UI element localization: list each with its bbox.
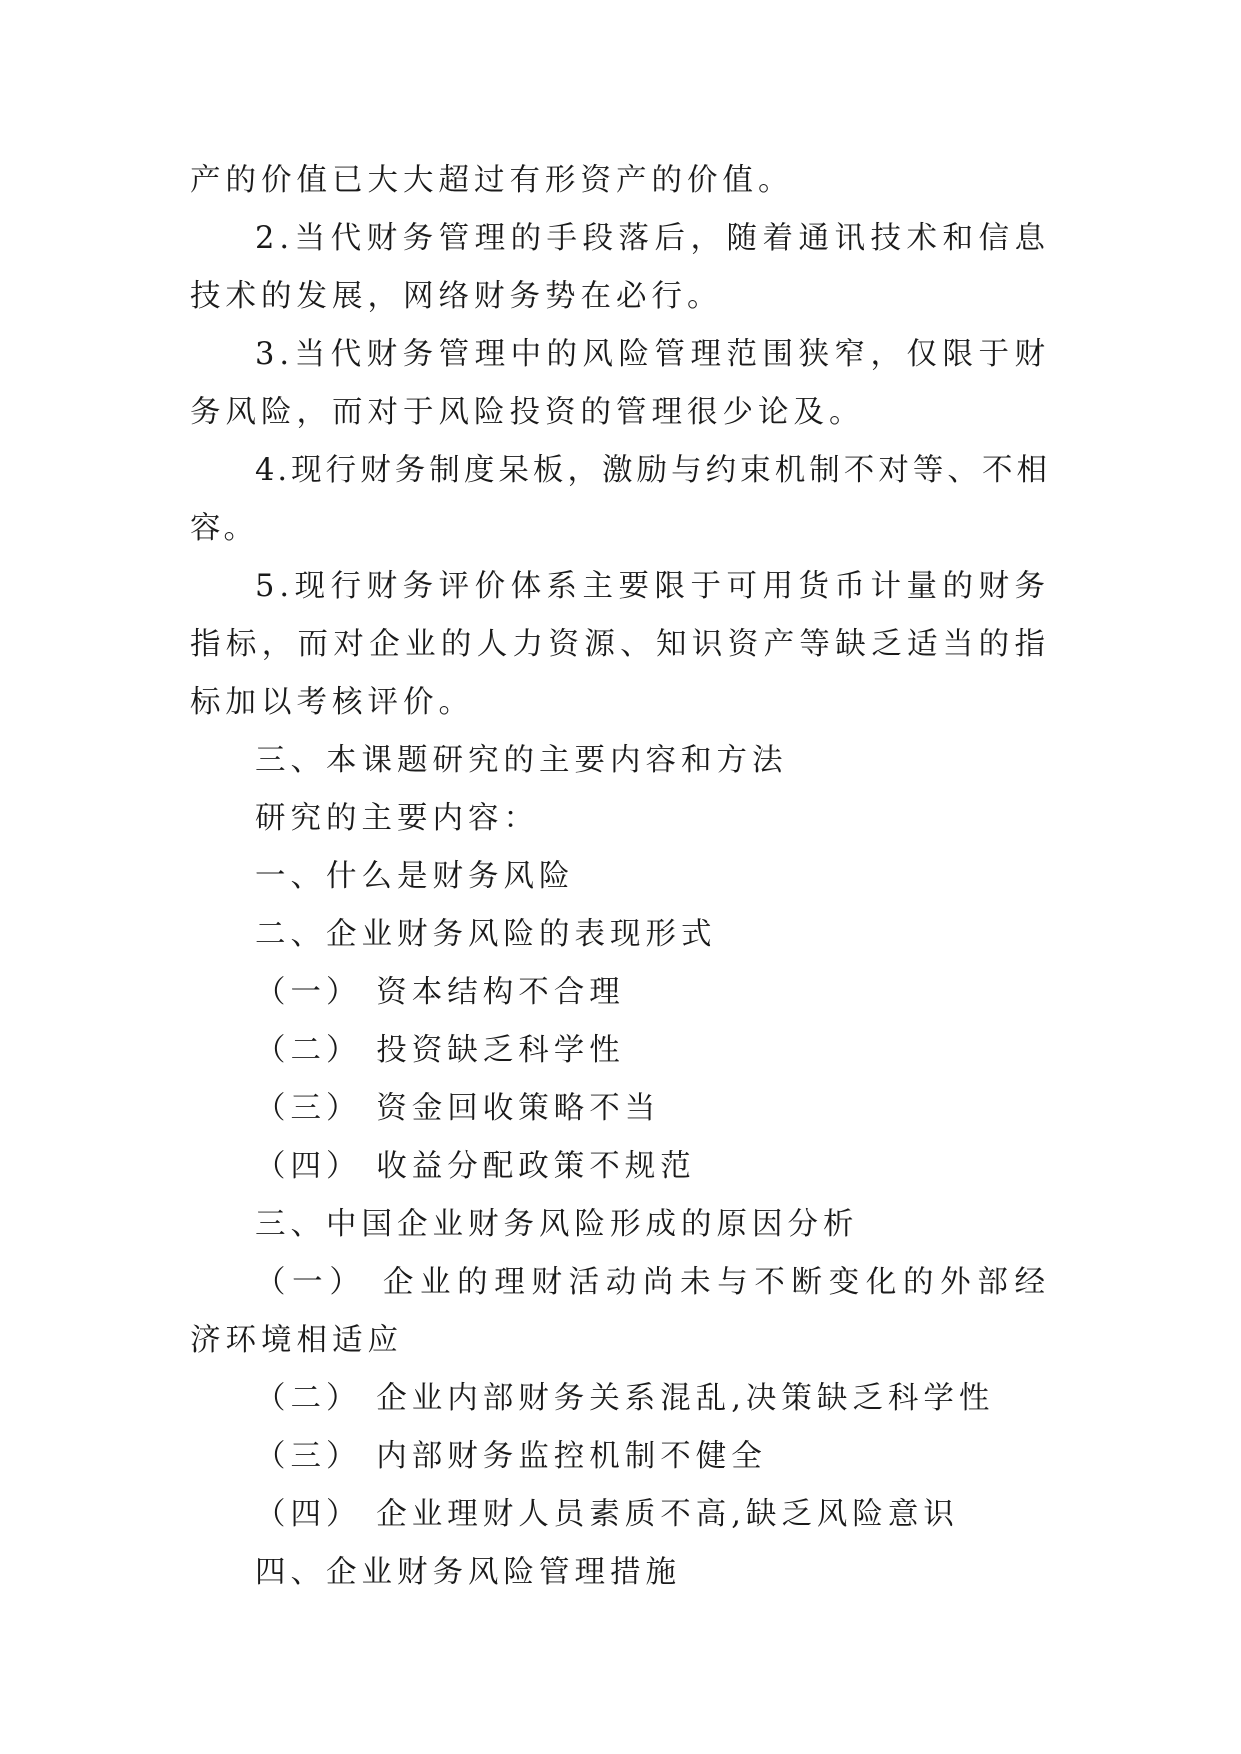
document-body	[190, 152, 1050, 1602]
paragraph-item-5: 5.现行财务评价体系主要限于可用货币计量的财务指标，而对企业的人力资源、知识资产等缺乏适当的指标加以考核评价。	[190, 569, 1050, 720]
outline-subitem-2-3: （三） 资金回收策略不当	[255, 1091, 661, 1126]
outline-subitem-2-1: （一） 资本结构不合理	[255, 975, 625, 1010]
outline-subitem-3-4: （四） 企业理财人员素质不高,缺乏风险意识	[255, 1497, 959, 1532]
section-heading-3: 三、本课题研究的主要内容和方法	[255, 743, 788, 778]
paragraph-continuation: 产的价值已大大超过有形资产的价值。	[190, 163, 794, 198]
outline-item-2: 二、企业财务风险的表现形式	[255, 917, 717, 952]
subheading-main-content: 研究的主要内容：	[255, 801, 539, 836]
outline-subitem-3-3: （三） 内部财务监控机制不健全	[255, 1439, 767, 1474]
outline-subitem-3-1: （一） 企业的理财活动尚未与不断变化的外部经济环境相适应	[190, 1265, 1050, 1358]
outline-item-1: 一、什么是财务风险	[255, 859, 575, 894]
outline-item-4: 四、企业财务风险管理措施	[255, 1555, 681, 1590]
outline-item-3: 三、中国企业财务风险形成的原因分析	[255, 1207, 859, 1242]
paragraph-item-4: 4.现行财务制度呆板，激励与约束机制不对等、不相容。	[190, 453, 1050, 546]
outline-subitem-3-2: （二） 企业内部财务关系混乱,决策缺乏科学性	[255, 1381, 995, 1416]
outline-subitem-2-4: （四） 收益分配政策不规范	[255, 1149, 696, 1184]
outline-subitem-2-2: （二） 投资缺乏科学性	[255, 1033, 625, 1068]
paragraph-item-2: 2.当代财务管理的手段落后，随着通讯技术和信息技术的发展，网络财务势在必行。	[190, 221, 1050, 314]
paragraph-item-3: 3.当代财务管理中的风险管理范围狭窄，仅限于财务风险，而对于风险投资的管理很少论及。	[190, 337, 1050, 430]
